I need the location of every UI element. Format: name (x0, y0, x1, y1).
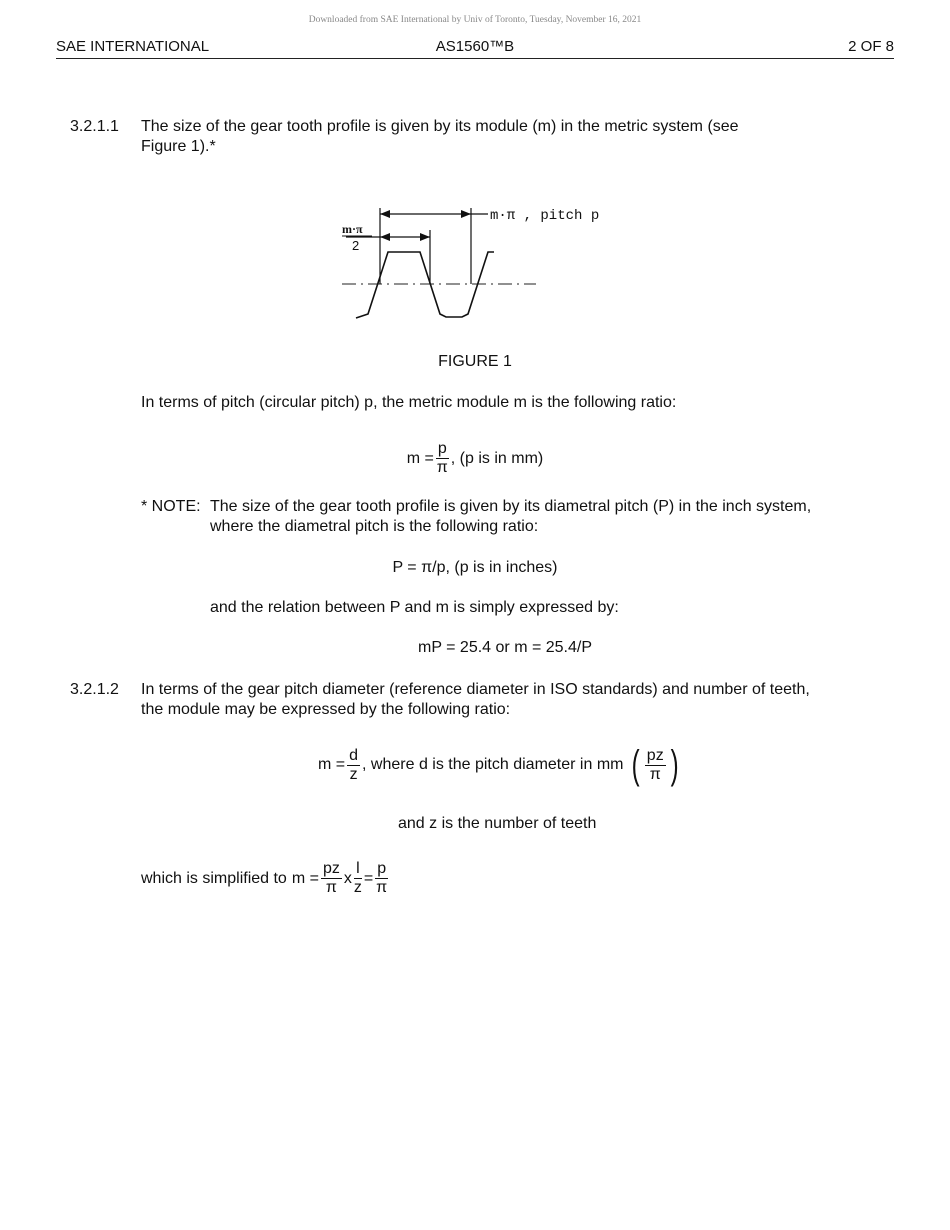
formula2-fraction (347, 747, 360, 784)
section-number-3211: 3.2.1.1 (70, 118, 119, 135)
header-rule (56, 58, 894, 59)
simplified-f1-numerator: pz (322, 860, 340, 877)
formula2-middle: , where d is the pitch diameter in mm (362, 756, 624, 773)
simplified-f2-denominator: z (353, 879, 362, 896)
left-paren: ( (632, 743, 641, 787)
formula2-numerator: d (349, 746, 359, 764)
formula2-paren-fraction (645, 747, 666, 784)
arrow-head-right (461, 210, 471, 218)
arrow-head-half-right (420, 233, 430, 241)
section-3211-line2: Figure 1).* (141, 138, 216, 155)
figure-label-half-num: m·π (342, 222, 363, 236)
simplified-lhs: m = (291, 869, 319, 887)
formula1-denominator: π (436, 459, 448, 476)
section-number-3212: 3.2.1.2 (70, 681, 119, 698)
formula2-denominator: z (349, 765, 358, 783)
simplified-f2-numerator: l (354, 860, 362, 879)
simplified-times: x (343, 869, 352, 887)
tooth-profile (356, 252, 494, 318)
arrow-head-half-left (380, 233, 390, 241)
simplified-f3-denominator: π (376, 879, 388, 896)
header-page-number: 2 OF 8 (848, 38, 894, 55)
relation-text: and the relation between P and m is simply expressed by: (210, 599, 619, 616)
formula1-numerator: p (437, 440, 447, 457)
formula2-lhs: m = (318, 756, 346, 773)
section-3212-line1: In terms of the gear pitch diameter (reference diameter in ISO standards) and number of teeth, (141, 681, 810, 698)
simplified-lead: which is simplified to (141, 869, 287, 887)
formula1-suffix: , (p is in mm) (450, 449, 544, 467)
simplified-eq: = (363, 869, 374, 887)
simplified-fraction-2 (354, 860, 362, 897)
simplified-f3-numerator: p (377, 860, 387, 877)
gear-tooth-profile-figure (336, 200, 626, 330)
formula-module-pitch (0, 440, 950, 477)
simplified-f1-denominator: π (325, 879, 337, 896)
note-line1: The size of the gear tooth profile is given by its diametral pitch (P) in the inch system, (210, 498, 812, 515)
teeth-text: and z is the number of teeth (398, 815, 597, 832)
header-publisher: SAE INTERNATIONAL (56, 38, 210, 55)
formula1-lhs: m = (406, 449, 434, 467)
formula-simplified (141, 860, 390, 897)
formula-module-diameter (318, 745, 681, 785)
note-line2: where the diametral pitch is the following ratio: (210, 518, 539, 535)
simplified-fraction-3 (375, 860, 388, 897)
formula1-fraction (436, 440, 449, 477)
section-3211-line1: The size of the gear tooth profile is given by its module (m) in the metric system (see (141, 118, 739, 135)
figure-label-pitch: m·π , pitch p (490, 208, 600, 224)
formula2-paren-numerator: pz (646, 746, 664, 764)
note-prefix: * NOTE: (141, 498, 201, 515)
formula2-paren-denominator: π (649, 765, 661, 783)
header-doc-id: AS1560™B (435, 38, 515, 55)
formula2-paren-group (629, 745, 681, 785)
figure-caption: FIGURE 1 (438, 353, 512, 370)
formula-mp-relation: mP = 25.4 or m = 25.4/P (417, 639, 593, 656)
right-paren: ) (670, 743, 679, 787)
download-notice: Downloaded from SAE International by Univ of Toronto, Tuesday, November 16, 2021 (308, 15, 642, 25)
simplified-fraction-1 (321, 860, 342, 897)
arrow-head-left (380, 210, 390, 218)
pitch-intro-text: In terms of pitch (circular pitch) p, the metric module m is the following ratio: (141, 394, 677, 411)
figure-label-half-den: 2 (352, 238, 360, 253)
section-3212-line2: the module may be expressed by the following ratio: (141, 701, 511, 718)
formula-diametral-pitch: P = π/p, (p is in inches) (392, 559, 558, 576)
